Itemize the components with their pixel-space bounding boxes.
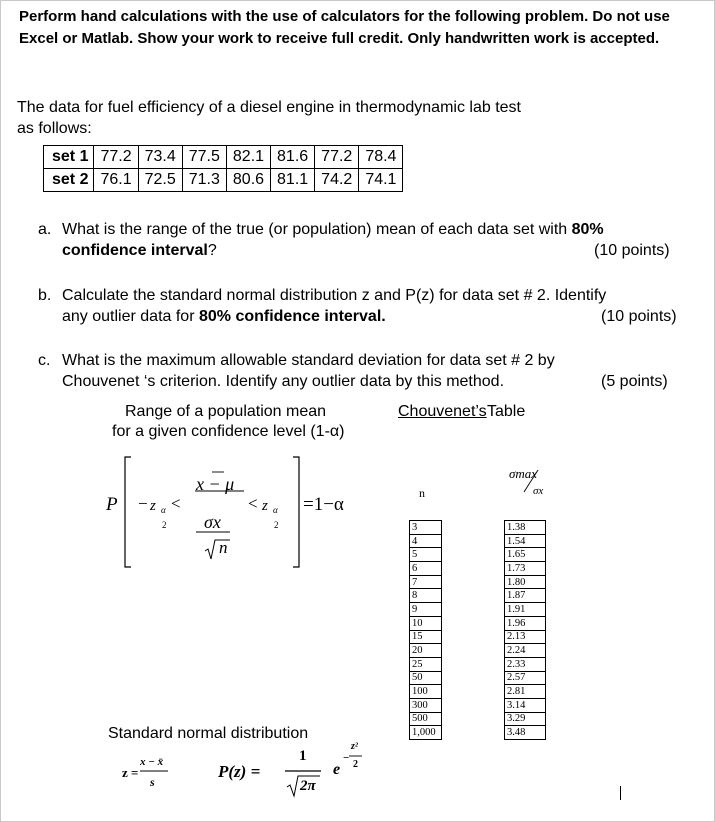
chauvenet-n-row [410, 548, 442, 562]
table-row-set-1 [44, 146, 403, 169]
chauvenet-ratio-cell: 1.38 [505, 521, 546, 535]
chauvenet-ratio-cell: 2.57 [505, 671, 546, 685]
pz-denominator: 2π [300, 778, 316, 794]
minus-sign: − [138, 494, 148, 513]
chauvenet-n-cell: 100 [410, 685, 442, 699]
chauvenet-ratio-row [505, 726, 546, 740]
table-cell: 77.2 [94, 146, 138, 169]
chauvenet-ratio-cell: 1.54 [505, 534, 546, 548]
chauvenet-ratio-row [505, 685, 546, 699]
chauvenet-ratio-row [505, 521, 546, 535]
formula-numerator: x − μ [196, 474, 235, 494]
question-c-text-2: Chouvenet ‘s criterion. Identify any outlier data by this method. [62, 373, 505, 390]
question-c-text: What is the maximum allowable standard deviation for data set # 2 by [62, 352, 555, 369]
intro-text [17, 97, 617, 139]
chauvenet-ratio-cell: 1.65 [505, 548, 546, 562]
chauvenet-ratio-cell: 3.48 [505, 726, 546, 740]
z-numerator: x − x̄ [140, 756, 164, 768]
question-a-points: (10 points) [594, 242, 670, 259]
chauvenet-n-cell: 8 [410, 589, 442, 603]
pz-e: e [333, 761, 341, 778]
table-cell: 74.1 [359, 169, 403, 192]
range-caption-line-1: Range of a population mean [125, 403, 327, 420]
table-cell: 73.4 [138, 146, 182, 169]
table-cell: 71.3 [182, 169, 226, 192]
chauvenet-ratio-row [505, 575, 546, 589]
pz-exp-sign: − [343, 752, 350, 764]
question-letter: b. [38, 287, 52, 304]
chauvenet-n-row [410, 589, 442, 603]
table-cell: 77.5 [182, 146, 226, 169]
chauvenet-ratio-row [505, 698, 546, 712]
text-cursor [620, 786, 621, 800]
table-cell: 76.1 [94, 169, 138, 192]
chauvenet-n-cell: 300 [410, 698, 442, 712]
chauvenet-n-cell: 3 [410, 521, 442, 535]
question-a-text: What is the range of the true (or population) mean of each data set with [62, 221, 572, 238]
two-symbol: 2 [274, 520, 279, 530]
less-than: < [171, 494, 181, 513]
chauvenet-n-cell: 50 [410, 671, 442, 685]
chauvenet-ratio-cell: 1.80 [505, 575, 546, 589]
chauvenet-ratio-row [505, 534, 546, 548]
chauvenet-ratio-cell: 1.91 [505, 603, 546, 617]
chauvenet-ratio-row [505, 630, 546, 644]
chauvenet-n-cell: 5 [410, 548, 442, 562]
pz-fraction-lines [285, 770, 325, 800]
chauvenet-n-row [410, 657, 442, 671]
chauvenet-title-tail: Table [487, 403, 526, 420]
table-cell: 77.2 [315, 146, 359, 169]
chauvenet-n-cell: 15 [410, 630, 442, 644]
question-a-emphasis: 80% [571, 221, 604, 238]
less-than: < [248, 494, 258, 513]
chauvenet-ratio-cell: 2.13 [505, 630, 546, 644]
two-symbol: 2 [162, 520, 167, 530]
chauvenet-ratio-row [505, 562, 546, 576]
chauvenet-ratio-row [505, 548, 546, 562]
table-cell: 80.6 [226, 169, 270, 192]
intro-line-1: The data for fuel efficiency of a diesel engine in thermodynamic lab test [17, 99, 521, 116]
chauvenet-n-column [409, 520, 442, 740]
chauvenet-n-cell: 500 [410, 712, 442, 726]
table-cell: 78.4 [359, 146, 403, 169]
pz-exp-den: 2 [353, 759, 358, 770]
pz-exp-num: z² [351, 741, 358, 752]
z-denominator: s [150, 775, 155, 789]
chauvenet-n-row [410, 671, 442, 685]
question-b [38, 285, 708, 329]
row-label: set 1 [44, 146, 94, 169]
z-symbol: z [150, 498, 156, 514]
ratio-slash [520, 468, 542, 494]
instructions-text: Perform hand calculations with the use of calculators for the following problem. Do not use Excel or Matlab. Show your work to receive full credit. Only handwritten work is accepted. [19, 8, 670, 47]
alpha-symbol: α [329, 423, 340, 440]
chauvenet-ratio-row [505, 657, 546, 671]
row-label: set 2 [44, 169, 94, 192]
question-a-emphasis-2: confidence interval [62, 242, 208, 259]
question-b-text: Calculate the standard normal distribution z and P(z) for data set # 2. Identify [62, 287, 607, 304]
question-b-emphasis: 80% confidence interval. [198, 308, 386, 325]
chauvenet-n-row [410, 644, 442, 658]
question-c-points: (5 points) [601, 373, 668, 390]
chauvenet-ratio-cell: 2.24 [505, 644, 546, 658]
chauvenet-ratio-row [505, 616, 546, 630]
table-row-set-2 [44, 169, 403, 192]
pz-numerator: 1 [299, 748, 307, 764]
table-cell: 72.5 [138, 169, 182, 192]
chauvenet-ratio-cell: 1.96 [505, 616, 546, 630]
formula-sqrt-n: n [219, 538, 228, 557]
question-b-points: (10 points) [601, 308, 677, 325]
question-letter: a. [38, 221, 52, 238]
chauvenet-col-n: n [419, 486, 425, 500]
chauvenet-n-row [410, 616, 442, 630]
alpha-symbol: α [161, 505, 166, 515]
chauvenet-n-cell: 6 [410, 562, 442, 576]
chauvenet-title: Chouvenet’s [398, 403, 487, 420]
alpha-symbol: α [273, 505, 278, 515]
chauvenet-ratio-cell: 3.29 [505, 712, 546, 726]
chauvenet-ratio-cell: 2.33 [505, 657, 546, 671]
chauvenet-n-cell: 25 [410, 657, 442, 671]
chauvenet-n-cell: 7 [410, 575, 442, 589]
pz-label: P(z) = [218, 762, 261, 781]
chauvenet-ratio-row [505, 589, 546, 603]
fuel-data-table [43, 145, 403, 192]
question-b-text-2: any outlier data for [62, 308, 199, 325]
chauvenet-n-cell: 4 [410, 534, 442, 548]
chauvenet-n-row [410, 726, 442, 740]
chauvenet-n-row [410, 630, 442, 644]
chauvenet-ratio-cell: 1.73 [505, 562, 546, 576]
chauvenet-n-row [410, 534, 442, 548]
formula-sigma: σx [204, 512, 221, 532]
chauvenet-ratio-cell: 3.14 [505, 698, 546, 712]
question-a [38, 219, 698, 263]
chauvenet-col-ratio-den: σx [533, 485, 544, 497]
chauvenet-n-row [410, 562, 442, 576]
chauvenet-n-cell: 10 [410, 616, 442, 630]
intro-line-2: as follows: [17, 120, 92, 137]
table-cell: 74.2 [315, 169, 359, 192]
chauvenet-ratio-column [504, 520, 546, 740]
table-cell: 82.1 [226, 146, 270, 169]
z-symbol: z [262, 498, 268, 514]
formula-p: P [106, 494, 118, 515]
table-cell: 81.6 [271, 146, 315, 169]
chauvenet-n-cell: 1,000 [410, 726, 442, 740]
chauvenet-ratio-row [505, 644, 546, 658]
chauvenet-ratio-cell: 1.87 [505, 589, 546, 603]
question-letter: c. [38, 352, 51, 369]
chauvenet-n-cell: 9 [410, 603, 442, 617]
chauvenet-ratio-cell: 2.81 [505, 685, 546, 699]
formula-rhs: =1−α [303, 494, 344, 515]
chauvenet-n-row [410, 685, 442, 699]
chauvenet-n-row [410, 603, 442, 617]
standard-normal-caption: Standard normal distribution [108, 725, 309, 742]
question-c [38, 350, 708, 394]
table-cell: 81.1 [271, 169, 315, 192]
chauvenet-ratio-row [505, 712, 546, 726]
chauvenet-n-row [410, 575, 442, 589]
chauvenet-n-row [410, 712, 442, 726]
question-a-tail: ? [207, 242, 217, 259]
chauvenet-n-row [410, 521, 442, 535]
chauvenet-n-row [410, 698, 442, 712]
chauvenet-ratio-row [505, 603, 546, 617]
z-label: z = [122, 765, 139, 780]
chauvenet-n-cell: 20 [410, 644, 442, 658]
range-caption-line-2: for a given confidence level (1-α) [112, 423, 345, 440]
chauvenet-col-ratio-num: σmax [509, 466, 538, 481]
chauvenet-ratio-row [505, 671, 546, 685]
